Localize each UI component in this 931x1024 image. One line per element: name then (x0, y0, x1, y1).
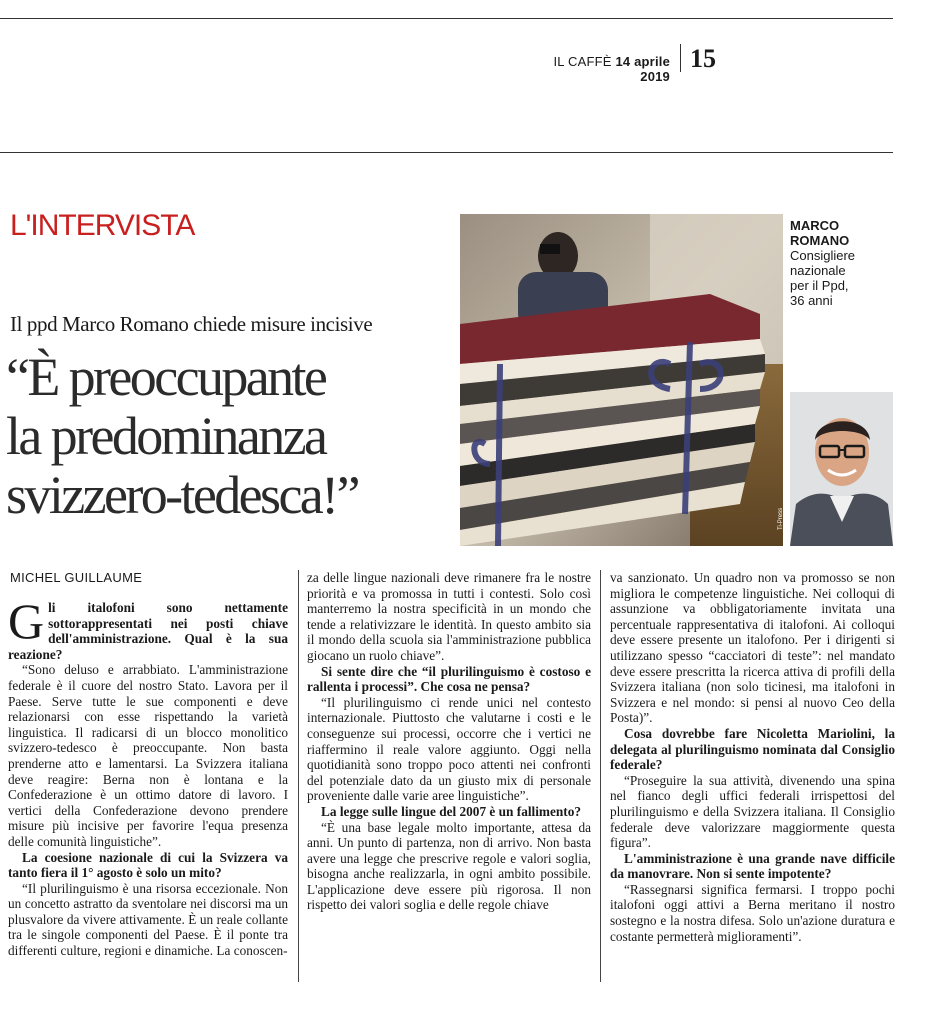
answer-paragraph: va sanzionato. Un quadro non va promosso se non migliora le competenze linguistiche. Nei colloqui di assunzione va obbligatoriamente invitata una percentuale rappresentativa di italofoni. Ai colloqui deve essere presente un italofono. Per i dirigenti si utilizzano spesso “cacciatori di teste”: nel mandato deve essere prescritta la ricerca attiva di profili della Svizzera italiana (non solo ticinesi, ma italofoni in Svizzera e nel mondo: si pensi al nuovo Ceo della Posta)”. (610, 570, 895, 726)
headline-line: la predominanza (6, 406, 326, 466)
caption-role-line: per il Ppd, (790, 278, 849, 293)
article-column-2 (307, 570, 591, 913)
answer-paragraph: “Il plurilinguismo ci rende unici nel contesto internazionale. Piuttosto che valutarne i costi e le conseguenze sui processi, occorre che i vertici ne riaffermino il reale valore aggiunto. Oggi nella quotidianità sono troppo poco attenti nei confronti del potenziale dato da un giusto mix di personale proveniente dalle varie aree linguistiche”. (307, 694, 591, 804)
question-paragraph: La coesione nazionale di cui la Svizzera va tanto fiera il 1° agosto è solo un mito? (8, 849, 288, 881)
question-paragraph: Si sente dire che “il plurilinguismo è costoso e rallenta i processi”. Che cosa ne pensa? (307, 663, 591, 695)
column-divider (600, 570, 601, 982)
answer-paragraph: “Sono deluso e arrabbiato. L'amministrazione federale è il cuore del nostro Stato. Lavora per il Paese. Serve tutte le sue componenti e deve relazionarsi con esse rispettando la varietà linguistica. Il radicarsi di un blocco monolitico svizzero-tedesco è preoccupante. Non basta prenderne atto e lamentarsi. La Svizzera italiana deve reagire: Berna non è lontana e la Confederazione è un ottimo datore di lavoro. I vertici della Confederazione devono prendere misure più incisive per favorire l'equa presenza delle comunità linguistiche”. (8, 662, 288, 849)
photo-credit: Ti-Press (778, 507, 784, 530)
headline-line: “È preoccupante (6, 347, 326, 407)
caption-role-line: 36 anni (790, 293, 833, 308)
caption-name-line: MARCO (790, 218, 840, 233)
question-paragraph: Cosa dovrebbe fare Nicoletta Mariolini, la delegata al plurilinguismo nominata dal Consiglio federale? (610, 725, 895, 773)
photo-files-stack (460, 214, 783, 546)
publication-header (520, 54, 670, 84)
header-rule (0, 152, 893, 153)
publication-name: IL CAFFÈ (553, 54, 612, 69)
page-number: 15 (690, 44, 716, 73)
answer-paragraph: “Rassegnarsi significa fermarsi. I troppo pochi italofoni oggi attivi a Berna meritano il nostro sostegno e la nostra difesa. Solo un'azione duratura e costante permetterà miglioramenti”. (610, 881, 895, 944)
column-divider (298, 570, 299, 982)
question-paragraph: Gli italofoni sono nettamente sottorappresentati nei posti chiave dell'amministrazione. Qual è la sua reazione? (8, 593, 288, 662)
section-label: L'INTERVISTA (10, 209, 195, 242)
header-divider (680, 44, 681, 72)
question-paragraph: L'amministrazione è una grande nave difficile da manovrare. Non si sente impotente? (610, 850, 895, 882)
publication-date: 14 aprile 2019 (615, 54, 670, 84)
headline (6, 348, 446, 525)
caption-role-line: Consigliere (790, 248, 856, 263)
photo-caption (790, 218, 900, 308)
answer-paragraph: “Il plurilinguismo è una risorsa eccezionale. Non un concetto astratto da sventolare nei discorsi ma un plusvalore da vivere attivamente. È un reale collante tra le singole componenti del Paese. È il ponte tra differenti culture, regioni e dinamiche. La conoscen- (8, 880, 288, 959)
headline-line: svizzero-tedesca!” (6, 465, 358, 525)
kicker: Il ppd Marco Romano chiede misure incisive (10, 312, 373, 336)
byline: MICHEL GUILLAUME (10, 570, 143, 585)
dropcap: G (8, 593, 45, 649)
article-column-3 (610, 570, 895, 944)
caption-name-line: ROMANO (790, 233, 850, 248)
top-rule (0, 18, 893, 19)
article-column-1 (8, 593, 288, 959)
caption-role-line: nazionale (790, 263, 846, 278)
answer-paragraph: “Proseguire la sua attività, divenendo una spina nel fianco degli uffici federali irrispettosi del plurilinguismo e della Svizzera italiana. Il Consiglio federale deve valorizzare maggiormente questa figura”. (610, 772, 895, 851)
portrait-photo (790, 392, 893, 546)
question-paragraph: La legge sulle lingue del 2007 è un fallimento? (321, 803, 582, 819)
answer-paragraph: za delle lingue nazionali deve rimanere fra le nostre priorità e va promossa in tutti i contesti. Solo così manterremo la nostra specificità in un mondo che tende a relativizzare le identità. In questo ambito sia il mondo della scuola sia l'amministrazione pubblica giocano un ruolo chiave”. (307, 570, 591, 663)
answer-paragraph: “È una base legale molto importante, attesa da anni. Un punto di partenza, non di arrivo. Non basta avere una legge che prescrive regole e valori soglia, bisogna anche realizzarla, in ogni ambito possibile. L'applicazione deve essere più rigorosa. Il non rispetto dei valori soglia e delle regole chiave (307, 819, 591, 913)
